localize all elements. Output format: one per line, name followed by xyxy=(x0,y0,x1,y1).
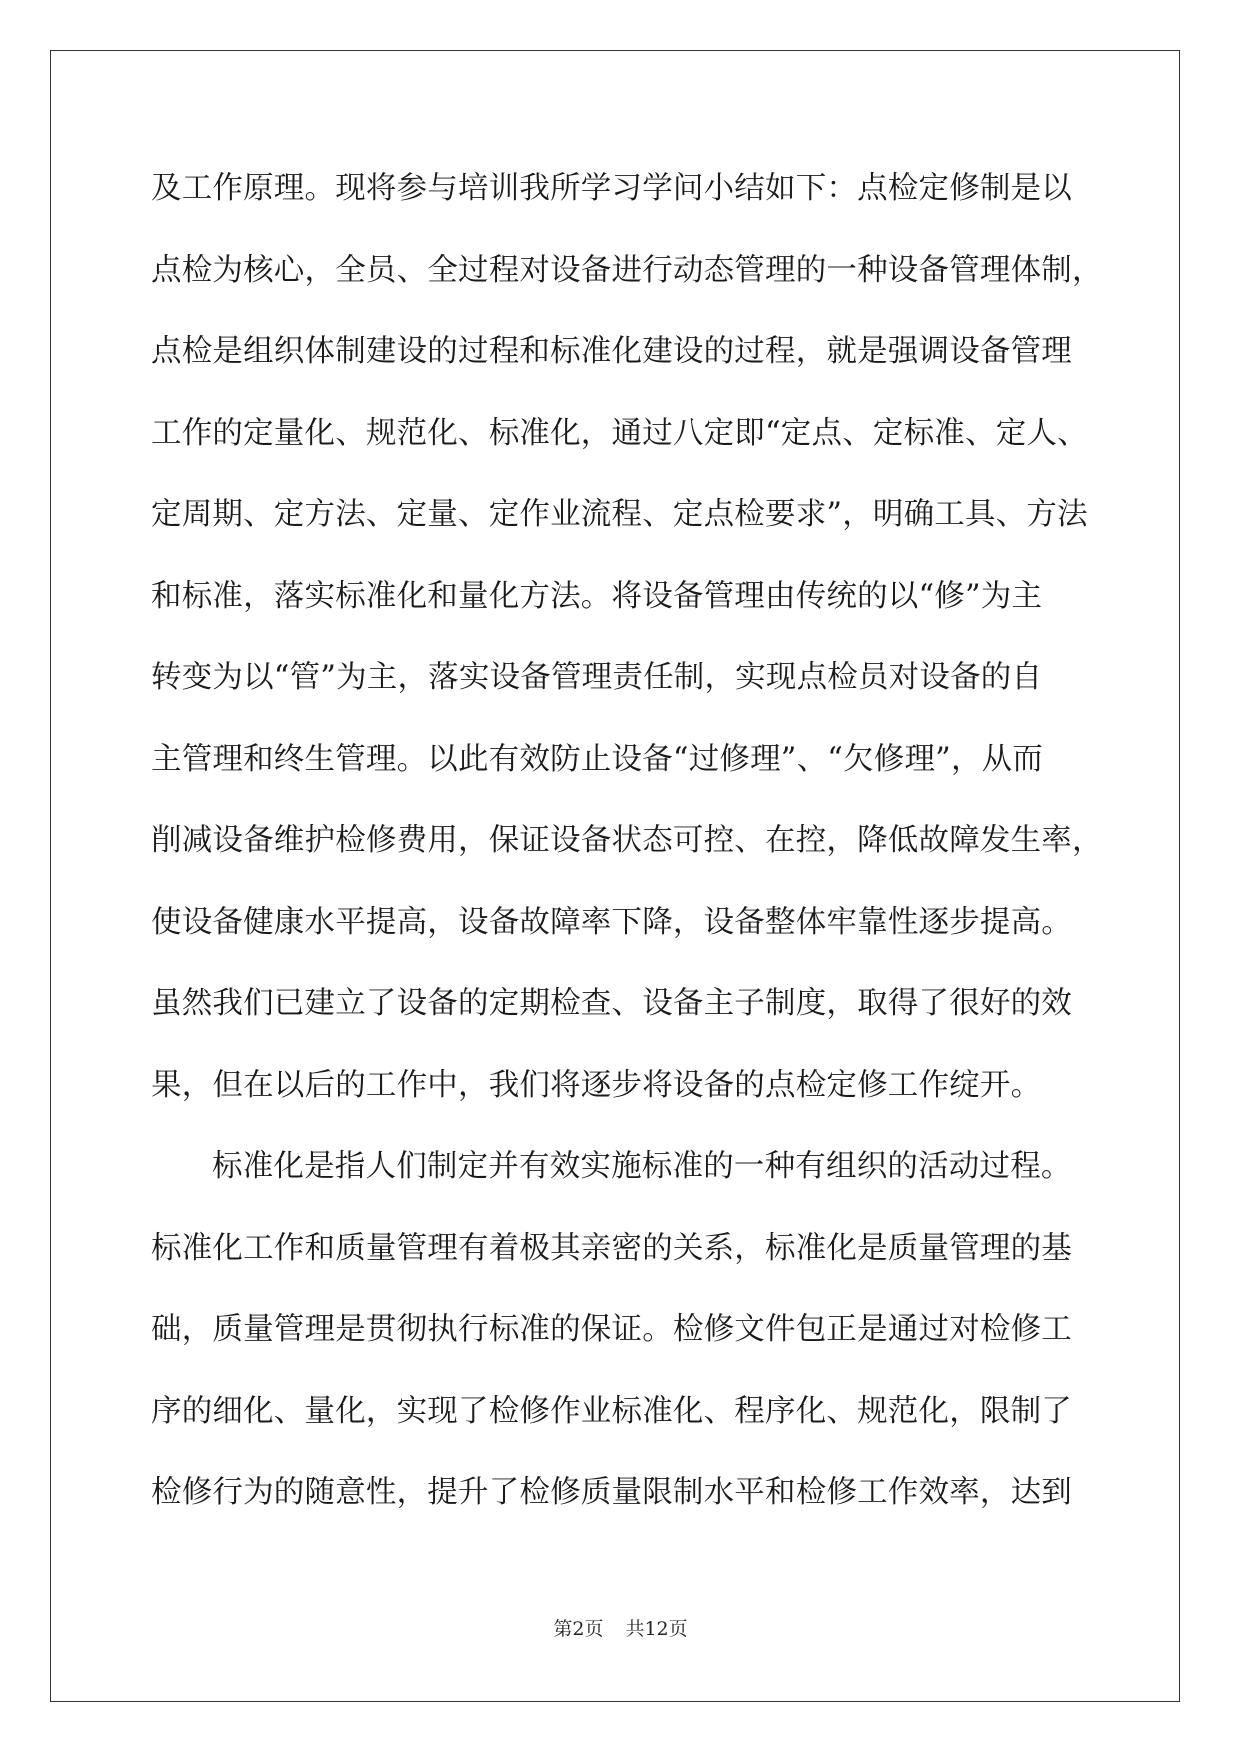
text-line: 工作的定量化、规范化、标准化，通过八定即“定点、定标准、定人、 xyxy=(151,415,1088,451)
text-line: 点检为核心，全员、全过程对设备进行动态管理的一种设备管理体制， xyxy=(151,252,1103,288)
text-line: 主管理和终生管理。以此有效防止设备“过修理”、“欠修理”，从而 xyxy=(151,741,1044,777)
page-total: 共12页 xyxy=(625,1618,688,1640)
text-line: 及工作原理。现将参与培训我所学习学问小结如下：点检定修制是以 xyxy=(151,171,1072,206)
text-line: 础，质量管理是贯彻执行标准的保证。检修文件包正是通过对检修工 xyxy=(151,1312,1072,1347)
text-line: 点检是组织体制建设的过程和标准化建设的过程，就是强调设备管理 xyxy=(151,334,1072,369)
text-line: 序的细化、量化，实现了检修作业标准化、程序化、规范化，限制了 xyxy=(151,1393,1072,1429)
text-line: 使设备健康水平提高，设备故障率下降，设备整体牢靠性逐步提高。 xyxy=(151,904,1072,940)
text-line: 削减设备维护检修费用，保证设备状态可控、在控，降低故障发生率， xyxy=(151,823,1103,858)
text-line: 虽然我们已建立了设备的定期检查、设备主子制度，取得了很好的效 xyxy=(151,986,1072,1021)
text-line: 转变为以“管”为主，落实设备管理责任制，实现点检员对设备的自 xyxy=(151,660,1043,695)
text-line: 标准化工作和质量管理有着极其亲密的关系，标准化是质量管理的基 xyxy=(151,1230,1072,1266)
paragraph-start-line: 标准化是指人们制定并有效实施标准的一种有组织的活动过程。 xyxy=(212,1149,1072,1184)
text-line: 和标准，落实标准化和量化方法。将设备管理由传统的以“修”为主 xyxy=(151,578,1043,614)
text-line: 定周期、定方法、定量、定作业流程、定点检要求”，明确工具、方法 xyxy=(151,497,1088,532)
text-line: 果，但在以后的工作中，我们将逐步将设备的点检定修工作绽开。 xyxy=(151,1067,1042,1103)
page-footer xyxy=(0,1614,1241,1641)
page-number: 第2页 xyxy=(553,1618,604,1640)
document-body xyxy=(151,159,1111,1545)
text-line: 检修行为的随意性，提升了检修质量限制水平和检修工作效率，达到 xyxy=(151,1475,1072,1510)
